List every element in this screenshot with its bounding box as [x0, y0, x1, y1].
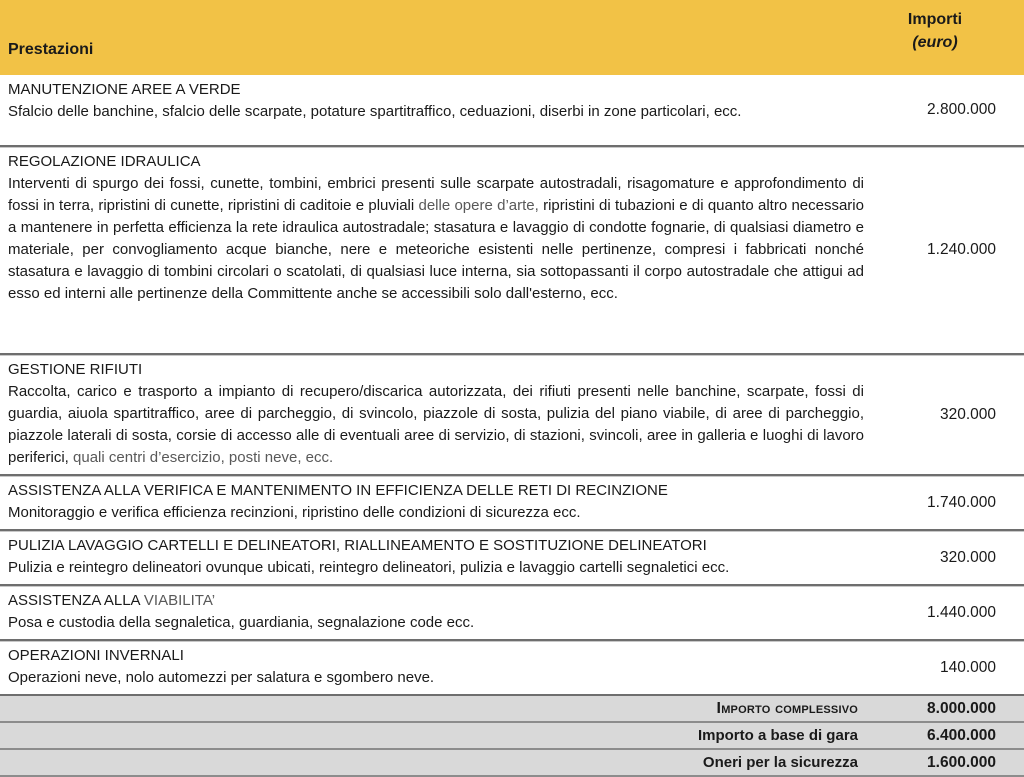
- row-description-cell: [0, 75, 874, 145]
- column-header-importi: [874, 0, 1024, 75]
- row-5-title-part-0: ASSISTENZA ALLA: [8, 592, 144, 609]
- row-description-cell: [0, 531, 874, 584]
- row-6-desc-part-0: Operazioni neve, nolo automezzi per salatura e sgombero neve.: [8, 669, 435, 686]
- row-description: [8, 667, 864, 689]
- footer-row: [0, 696, 1024, 723]
- row-amount: 1.240.000: [927, 241, 996, 258]
- table-row: [0, 586, 1024, 641]
- row-4-desc-part-0: Pulizia e reintegro delineatori ovunque ubicati, reintegro delineatori, pulizia e lavaggio cartelli segnaletici ecc.: [8, 559, 730, 576]
- footer-amount: 6.400.000: [927, 726, 996, 744]
- row-1-desc-part-1: delle opere d’arte,: [418, 197, 539, 214]
- row-1-desc-part-0: Interventi di spurgo dei fossi, cunette, tombini, embrici presenti sulle scarpate autostradali, risagomature e approfondimento di fossi in terra, ripristini di cunette, ripristini di caditoie e pluviali: [8, 175, 864, 214]
- row-0-desc-part-0: Sfalcio delle banchine, sfalcio delle scarpate, potature spartitraffico, ceduazioni, diserbi in zone particolari, ecc.: [8, 103, 742, 120]
- footer-amount: 8.000.000: [927, 699, 996, 717]
- row-title: [8, 590, 864, 612]
- row-3-title-part-0: ASSISTENZA ALLA VERIFICA E MANTENIMENTO IN EFFICIENZA DELLE RETI DI RECINZIONE: [8, 482, 668, 499]
- row-description: [8, 381, 864, 469]
- importi-label: Importi: [907, 11, 963, 28]
- row-description-cell: [0, 641, 874, 694]
- row-5-desc-part-0: Posa e custodia della segnaletica, guardiania, segnalazione code ecc.: [8, 614, 475, 631]
- row-2-title-part-0: GESTIONE RIFIUTI: [8, 361, 143, 378]
- row-title: [8, 359, 864, 381]
- table-row: [0, 476, 1024, 531]
- table-row: [0, 531, 1024, 586]
- table-row: [0, 641, 1024, 696]
- footer-label: Importo a base di gara: [697, 727, 858, 744]
- row-description: [8, 612, 864, 634]
- row-description: [8, 173, 864, 305]
- row-amount: 320.000: [939, 405, 996, 423]
- row-amount: 320.000: [939, 548, 996, 566]
- row-title: [8, 151, 864, 173]
- table-footer: [0, 696, 1024, 777]
- row-description: [8, 502, 864, 524]
- footer-label: Importo complessivo: [716, 699, 858, 717]
- row-5-title-part-1: VIABILITA’: [143, 592, 216, 609]
- row-description-cell: [0, 476, 874, 529]
- footer-row: [0, 750, 1024, 777]
- table-row: [0, 75, 1024, 147]
- euro-unit-label: (euro): [912, 34, 958, 51]
- column-header-prestazioni: Prestazioni: [8, 41, 94, 58]
- row-title: [8, 480, 864, 502]
- table-body: [0, 75, 1024, 696]
- row-4-title-part-0: PULIZIA LAVAGGIO CARTELLI E DELINEATORI, RIALLINEAMENTO E SOSTITUZIONE DELINEATORI: [8, 537, 707, 554]
- row-3-desc-part-0: Monitoraggio e verifica efficienza recinzioni, ripristino delle condizioni di sicurezza ecc.: [8, 504, 581, 521]
- table-row: [0, 147, 1024, 355]
- row-description: [8, 101, 864, 123]
- row-amount: 1.740.000: [927, 493, 996, 511]
- row-description: [8, 557, 864, 579]
- row-description-cell: [0, 586, 874, 639]
- footer-label: Oneri per la sicurezza: [702, 754, 858, 771]
- footer-row: [0, 723, 1024, 750]
- footer-amount: 1.600.000: [927, 753, 996, 771]
- row-amount: 140.000: [939, 658, 996, 676]
- row-description-cell: [0, 147, 874, 353]
- row-2-desc-part-0: Raccolta, carico e trasporto a impianto di recupero/discarica autorizzata, dei rifiuti presenti nelle banchine, scarpate, fossi di guardia, aiuola spartitraffico, aree di parcheggio, di svincolo, piazzole di sosta, pulizia del piano viabile, di aree di parcheggio, piazzole laterali di sosta, corsie di accesso alle di eventuali aree di servizio, di stazioni, svincoli, aree in galleria e luoghi di lavoro periferici,: [8, 383, 864, 466]
- row-title: [8, 535, 864, 557]
- row-amount: 1.440.000: [927, 603, 996, 621]
- row-title: [8, 79, 864, 101]
- table-header-row: [0, 0, 1024, 75]
- row-description-cell: [0, 355, 874, 474]
- row-title: [8, 645, 864, 667]
- row-0-title-part-0: MANUTENZIONE AREE A VERDE: [8, 81, 241, 98]
- row-6-title-part-0: OPERAZIONI INVERNALI: [8, 647, 184, 664]
- row-1-title-part-0: REGOLAZIONE IDRAULICA: [8, 153, 201, 170]
- row-2-desc-part-1: quali centri d’esercizio, posti neve, ecc.: [73, 449, 334, 466]
- table-row: [0, 355, 1024, 476]
- row-amount: 2.800.000: [927, 101, 996, 118]
- row-1-desc-part-2: ripristini di tubazioni e di quanto altro necessario a mantenere in perfetta efficienza la rete idraulica autostradale; stasatura e lavaggio di condotte fognarie, di qualsiasi diametro e materiale, per convogliamento acque bianche, nere e meteoriche esistenti nelle pertinenze, compresi i fabbricati nonché stasatura e lavaggio di tombini circolari o scatolati, di qualsiasi luce interna, sia sottopassanti il corpo autostradale che attigui ad esso ed interni alle pertinenze della Committente anche se accessibili solo dall'esterno, ecc.: [8, 197, 864, 302]
